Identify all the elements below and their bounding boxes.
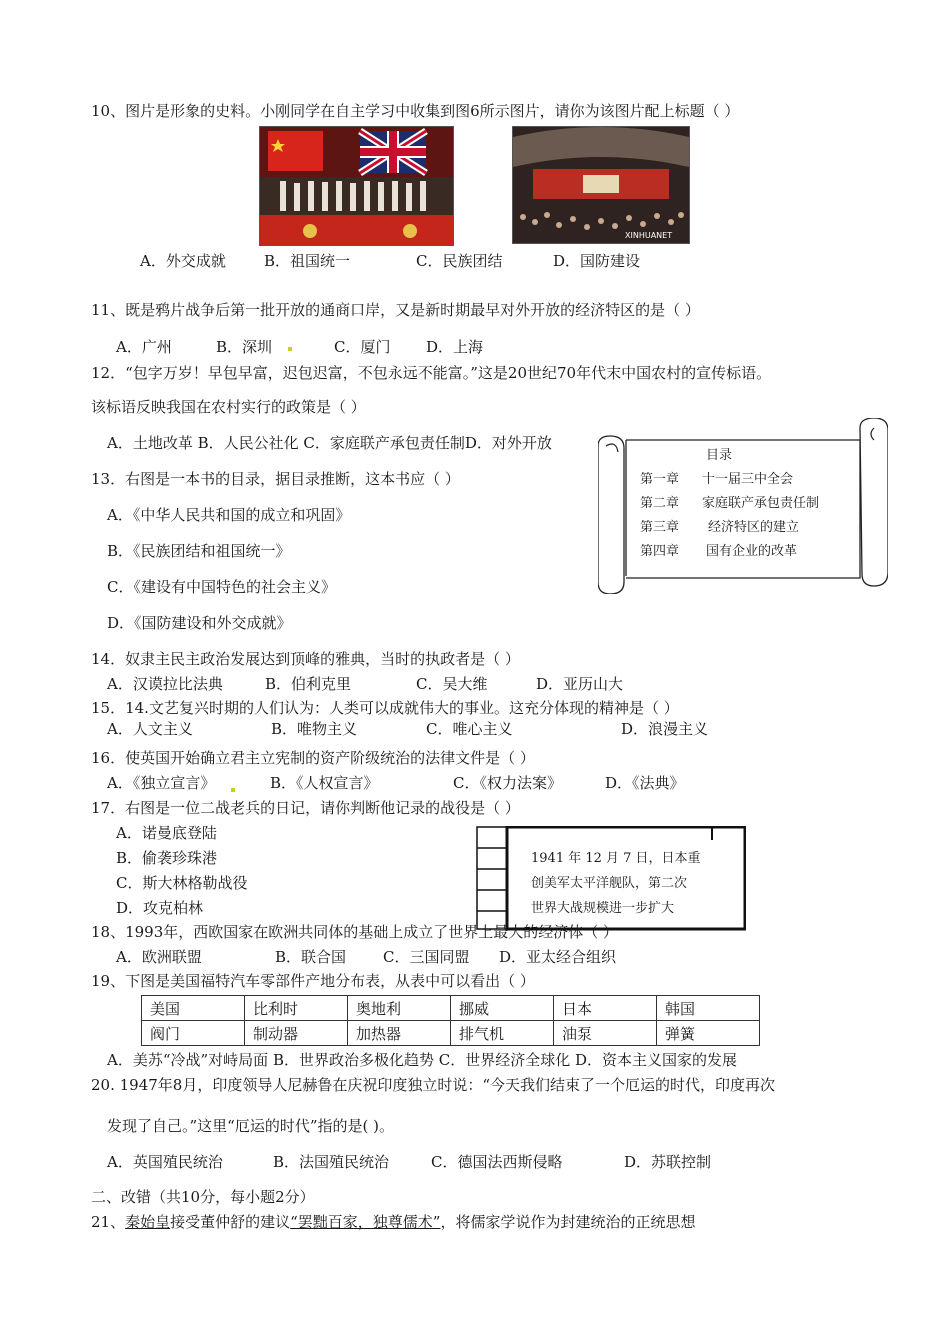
q11-option-d[interactable]: D．上海	[426, 338, 484, 356]
q19-options[interactable]: A．美苏“冷战”对峙局面 B．世界政治多极化趋势 C．世界经济全球化 D．资本主义国家的发展	[107, 1051, 738, 1069]
q17-option-a[interactable]: A．诺曼底登陆	[116, 824, 217, 842]
photo-watermark: XINHUANET	[625, 231, 673, 240]
q17-option-b[interactable]: B．偷袭珍珠港	[116, 849, 218, 867]
toc-chapter-2: 第二章 家庭联产承包责任制	[640, 496, 820, 511]
q20-stem-line2: 发现了自己。”这里“厄运的时代”指的是( )。	[107, 1117, 394, 1135]
q12-options[interactable]: A．土地改革 B．人民公社化 C．家庭联产承包责任制D．对外开放	[107, 434, 552, 452]
q11-options	[116, 337, 483, 357]
table-cell: 比利时	[245, 996, 348, 1021]
toc-chapter-3: 第三章 经济特区的建立	[640, 520, 800, 535]
q14-option-c[interactable]: C．吴大维	[416, 675, 488, 693]
q11-option-a[interactable]: A．广州	[116, 338, 172, 356]
toc-chapter-1: 第一章 十一届三中全会	[640, 472, 794, 487]
error-underline-1: 秦始皇	[125, 1213, 171, 1231]
ford-parts-table	[141, 995, 760, 1046]
q18-stem: 18、1993年，西欧国家在欧洲共同体的基础上成立了世界上最大的经济体（ ）	[91, 923, 619, 941]
q19-stem: 19、下图是美国福特汽车零部件产地分布表，从表中可以看出（ ）	[91, 972, 535, 990]
q13-stem: 13．右图是一本书的目录，据目录推断，这本书应（ ）	[91, 470, 460, 488]
table-cell: 奥地利	[348, 996, 451, 1021]
q12-stem-line1: 12．“包字万岁！早包早富，迟包迟富，不包永远不能富。”这是20世纪70年代末中国农村的宣传标语。	[91, 364, 772, 382]
q20-options	[107, 1152, 711, 1172]
q20-stem-line1: 20. 1947年8月，印度领导人尼赫鲁在庆祝印度独立时说：“今天我们结束了一个厄运的时代，印度再次	[91, 1076, 776, 1094]
q17-option-c[interactable]: C．斯大林格勒战役	[116, 874, 248, 892]
table-cell: 弹簧	[657, 1021, 760, 1046]
q15-option-a[interactable]: A．人文主义	[107, 720, 193, 738]
diary-line-1: 1941 年 12 月 7 日，日本重	[531, 851, 701, 866]
q13-option-d[interactable]: D．《国防建设和外交成就》	[107, 614, 292, 632]
q12-stem-line2: 该标语反映我国在农村实行的政策是（ ）	[91, 398, 366, 416]
q15-option-d[interactable]: D．浪漫主义	[621, 720, 709, 738]
stray-mark	[231, 788, 235, 792]
q10-options	[140, 251, 640, 271]
table-cell: 日本	[554, 996, 657, 1021]
table-cell: 制动器	[245, 1021, 348, 1046]
q18-option-d[interactable]: D．亚太经合组织	[499, 948, 617, 966]
q18-option-b[interactable]: B．联合国	[275, 948, 347, 966]
diary-line-2: 创美军太平洋舰队，第二次	[531, 876, 688, 891]
table-cell: 加热器	[348, 1021, 451, 1046]
section2-heading: 二、改错（共10分，每小题2分）	[91, 1188, 315, 1206]
q13-option-b[interactable]: B．《民族团结和祖国统一》	[107, 542, 291, 560]
q11-option-c[interactable]: C．厦门	[334, 338, 391, 356]
table-cell: 油泵	[554, 1021, 657, 1046]
q14-options	[107, 674, 623, 694]
stray-mark	[288, 347, 292, 351]
toc-scroll	[598, 418, 888, 594]
q10-option-b[interactable]: B．祖国统一	[264, 252, 351, 270]
q10-option-d[interactable]: D．国防建设	[553, 252, 641, 270]
q20-option-c[interactable]: C．德国法西斯侵略	[431, 1153, 563, 1171]
q20-option-d[interactable]: D．苏联控制	[624, 1153, 712, 1171]
q15-option-b[interactable]: B．唯物主义	[271, 720, 358, 738]
q10-photo-ceremony-hall	[512, 126, 690, 244]
q15-options	[107, 719, 708, 739]
table-row	[142, 1021, 760, 1046]
q10-photo-handover-ceremony	[259, 126, 454, 246]
table-cell: 阀门	[142, 1021, 245, 1046]
q17-stem: 17．右图是一位二战老兵的日记，请你判断他记录的战役是（ ）	[91, 799, 520, 817]
q16-option-b[interactable]: B．《人权宣言》	[270, 774, 379, 792]
q13-option-c[interactable]: C．《建设有中国特色的社会主义》	[107, 578, 336, 596]
q16-option-d[interactable]: D．《法典》	[605, 774, 685, 792]
table-row	[142, 996, 760, 1021]
diary-notebook	[476, 826, 746, 932]
q10-option-c[interactable]: C．民族团结	[416, 252, 503, 270]
toc-title: 目录	[706, 448, 733, 463]
q13-option-a[interactable]: A．《中华人民共和国的成立和巩固》	[107, 506, 351, 524]
q15-stem: 15．14.文艺复兴时期的人们认为：人类可以成就伟大的事业。这充分体现的精神是（ ）	[91, 699, 679, 717]
q16-option-c[interactable]: C．《权力法案》	[453, 774, 562, 792]
q20-option-a[interactable]: A．英国殖民统治	[107, 1153, 223, 1171]
q14-option-d[interactable]: D．亚历山大	[536, 675, 624, 693]
q14-stem: 14．奴隶主民主政治发展达到顶峰的雅典，当时的执政者是（ ）	[91, 650, 520, 668]
q16-options	[107, 773, 685, 793]
error-underline-2: “罢黜百家，独尊儒术”	[290, 1213, 441, 1231]
q10-stem: 10、图片是形象的史料。小刚同学在自主学习中收集到图6所示图片，请你为该图片配上标题（ ）	[91, 102, 740, 120]
table-cell: 挪威	[451, 996, 554, 1021]
q21-stem: 21、秦始皇接受董仲舒的建议“罢黜百家，独尊儒术”，将儒家学说作为封建统治的正统思想	[91, 1213, 696, 1231]
diary-line-3: 世界大战规模进一步扩大	[531, 901, 675, 916]
q14-option-b[interactable]: B．伯利克里	[265, 675, 352, 693]
table-cell: 韩国	[657, 996, 760, 1021]
q16-stem: 16．使英国开始确立君主立宪制的资产阶级统治的法律文件是（ ）	[91, 749, 535, 767]
q16-option-a[interactable]: A．《独立宣言》	[107, 774, 216, 792]
q10-option-a[interactable]: A．外交成就	[140, 252, 226, 270]
q20-option-b[interactable]: B．法国殖民统治	[273, 1153, 390, 1171]
q18-option-c[interactable]: C．三国同盟	[383, 948, 470, 966]
toc-chapter-4: 第四章 国有企业的改革	[640, 544, 798, 559]
table-cell: 美国	[142, 996, 245, 1021]
q11-option-b[interactable]: B．深圳	[216, 338, 273, 356]
q17-option-d[interactable]: D．攻克柏林	[116, 899, 204, 917]
q18-options	[116, 947, 616, 967]
q11-stem: 11、既是鸦片战争后第一批开放的通商口岸，又是新时期最早对外开放的经济特区的是（ ）	[91, 301, 700, 319]
q14-option-a[interactable]: A．汉谟拉比法典	[107, 675, 223, 693]
table-cell: 排气机	[451, 1021, 554, 1046]
q15-option-c[interactable]: C．唯心主义	[426, 720, 513, 738]
q18-option-a[interactable]: A．欧洲联盟	[116, 948, 202, 966]
